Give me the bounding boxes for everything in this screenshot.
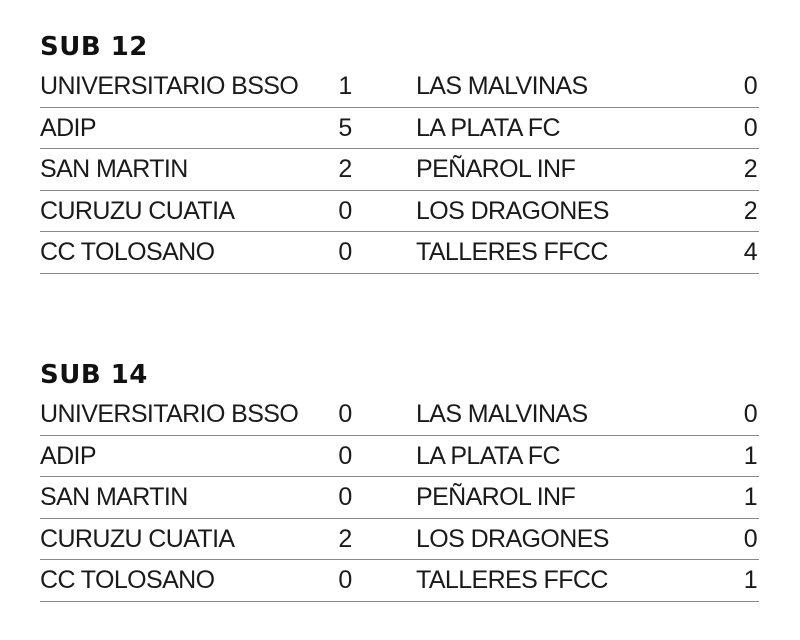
away-team: LA PLATA FC <box>416 441 560 470</box>
home-score: 0 <box>338 196 352 225</box>
section-title: SUB 14 <box>40 360 148 390</box>
away-team: TALLERES FFCC <box>416 238 608 266</box>
home-team: SAN MARTIN <box>40 483 188 511</box>
match-row <box>40 559 759 601</box>
section-title: SUB 12 <box>40 32 148 62</box>
away-team: LOS DRAGONES <box>416 196 609 225</box>
home-score: 0 <box>338 238 352 266</box>
home-score: 0 <box>338 566 352 594</box>
away-team: PEÑAROL INF <box>416 155 576 183</box>
results-section-sub12 <box>40 30 759 274</box>
away-team: LOS DRAGONES <box>416 524 609 553</box>
match-row <box>40 435 759 477</box>
away-score: 0 <box>743 113 757 142</box>
home-team: UNIVERSITARIO BSSO <box>40 400 299 428</box>
home-team: ADIP <box>40 441 96 470</box>
home-score: 0 <box>338 400 352 428</box>
away-score: 0 <box>743 400 757 428</box>
match-row <box>40 231 759 273</box>
match-row <box>40 476 759 518</box>
home-team: CURUZU CUATIA <box>40 524 235 553</box>
home-team: SAN MARTIN <box>40 155 188 183</box>
away-team: PEÑAROL INF <box>416 483 576 511</box>
results-table <box>40 66 759 274</box>
away-score: 2 <box>743 155 757 183</box>
match-row <box>40 107 759 149</box>
match-row <box>40 394 759 435</box>
match-row <box>40 148 759 190</box>
away-score: 0 <box>743 524 757 553</box>
away-score: 2 <box>743 196 757 225</box>
home-team: ADIP <box>40 113 96 142</box>
match-row <box>40 518 759 560</box>
home-team: CC TOLOSANO <box>40 566 215 594</box>
away-team: LAS MALVINAS <box>416 400 588 428</box>
results-table <box>40 394 759 602</box>
away-team: TALLERES FFCC <box>416 566 608 594</box>
away-team: LAS MALVINAS <box>416 72 588 100</box>
match-row <box>40 190 759 232</box>
away-score: 1 <box>743 441 757 470</box>
results-section-sub14 <box>40 358 759 602</box>
match-row <box>40 66 759 107</box>
home-score: 1 <box>338 72 352 100</box>
home-score: 2 <box>338 155 352 183</box>
away-score: 0 <box>743 72 757 100</box>
home-score: 0 <box>338 483 352 511</box>
away-score: 1 <box>743 483 757 511</box>
home-score: 0 <box>338 441 352 470</box>
home-team: CC TOLOSANO <box>40 238 215 266</box>
away-team: LA PLATA FC <box>416 113 560 142</box>
away-score: 1 <box>743 566 757 594</box>
home-team: UNIVERSITARIO BSSO <box>40 72 299 100</box>
away-score: 4 <box>743 238 757 266</box>
home-score: 2 <box>338 524 352 553</box>
home-score: 5 <box>338 113 352 142</box>
home-team: CURUZU CUATIA <box>40 196 235 225</box>
